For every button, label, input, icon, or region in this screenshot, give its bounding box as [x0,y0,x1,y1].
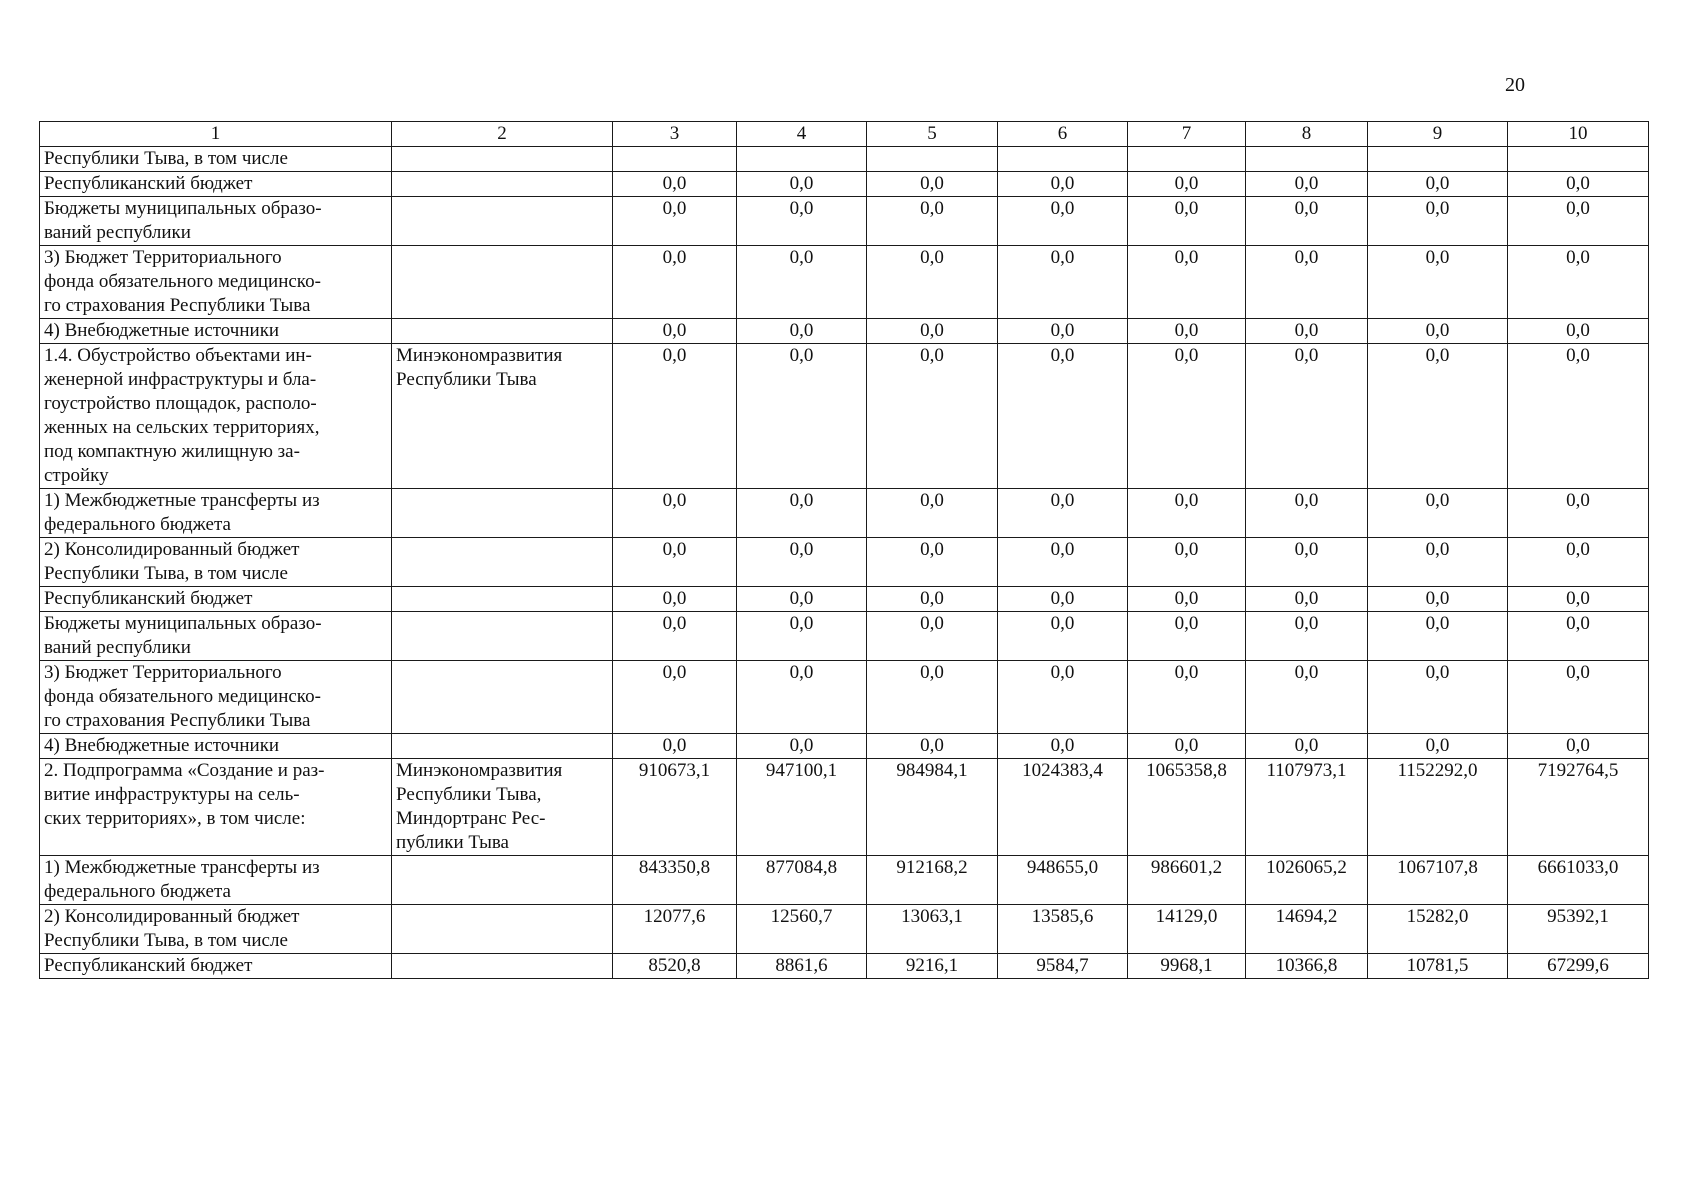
row-value: 0,0 [998,344,1128,489]
row-indicator-name: Республики Тыва, в том числе [40,147,392,172]
row-value: 912168,2 [867,856,998,905]
row-value: 0,0 [1368,172,1508,197]
row-value: 0,0 [737,197,867,246]
row-value: 0,0 [1246,538,1368,587]
row-indicator-name: Республиканский бюджет [40,587,392,612]
table-row [40,344,1649,489]
column-number: 4 [737,122,867,147]
budget-table-container [39,121,1648,979]
row-value: 0,0 [998,319,1128,344]
row-value: 0,0 [867,612,998,661]
row-value: 0,0 [867,246,998,319]
column-number: 6 [998,122,1128,147]
row-value: 0,0 [1246,489,1368,538]
row-value: 0,0 [1368,344,1508,489]
row-value: 0,0 [737,344,867,489]
row-value: 14129,0 [1128,905,1246,954]
row-value: 0,0 [613,734,737,759]
row-value: 0,0 [1368,538,1508,587]
row-value: 0,0 [1246,587,1368,612]
row-value: 0,0 [737,489,867,538]
row-value: 0,0 [1128,734,1246,759]
row-value: 0,0 [1508,319,1649,344]
row-value: 9968,1 [1128,954,1246,979]
row-value: 0,0 [998,587,1128,612]
row-value: 1024383,4 [998,759,1128,856]
row-value: 95392,1 [1508,905,1649,954]
row-value: 0,0 [1128,319,1246,344]
row-value: 0,0 [998,246,1128,319]
row-value: 0,0 [1368,319,1508,344]
row-value: 0,0 [1246,319,1368,344]
row-value: 0,0 [1368,661,1508,734]
table-row [40,489,1649,538]
row-indicator-name: 3) Бюджет Территориального фонда обязательного медицинско- го страхования Республики Тыва [40,246,392,319]
budget-table [39,121,1649,979]
row-value: 0,0 [867,319,998,344]
row-value: 1065358,8 [1128,759,1246,856]
row-value: 0,0 [613,344,737,489]
table-row [40,661,1649,734]
row-executor: Минэкономразвития Республики Тыва [392,344,613,489]
row-executor [392,489,613,538]
row-value: 0,0 [1508,172,1649,197]
row-executor [392,954,613,979]
row-value: 0,0 [1508,246,1649,319]
row-indicator-name: 2) Консолидированный бюджет Республики Тыва, в том числе [40,905,392,954]
table-row [40,954,1649,979]
row-executor: Минэкономразвития Республики Тыва, Миндортранс Рес- публики Тыва [392,759,613,856]
row-indicator-name: 2) Консолидированный бюджет Республики Тыва, в том числе [40,538,392,587]
row-value: 0,0 [613,246,737,319]
row-value [998,147,1128,172]
row-value: 0,0 [998,489,1128,538]
row-value: 12560,7 [737,905,867,954]
row-value: 0,0 [1128,587,1246,612]
row-value: 0,0 [1368,587,1508,612]
column-number: 7 [1128,122,1246,147]
row-value: 910673,1 [613,759,737,856]
page-number: 20 [1505,74,1525,96]
row-value: 0,0 [1128,344,1246,489]
row-value: 0,0 [867,172,998,197]
row-value: 0,0 [1128,489,1246,538]
row-value: 0,0 [867,197,998,246]
row-indicator-name: 4) Внебюджетные источники [40,734,392,759]
row-value: 14694,2 [1246,905,1368,954]
row-value: 0,0 [1246,246,1368,319]
row-executor [392,147,613,172]
row-value: 0,0 [1508,197,1649,246]
table-row [40,856,1649,905]
row-value: 0,0 [613,661,737,734]
table-row [40,319,1649,344]
row-value: 0,0 [613,172,737,197]
row-executor [392,661,613,734]
row-value: 0,0 [737,319,867,344]
row-value: 8861,6 [737,954,867,979]
table-row [40,172,1649,197]
row-value: 0,0 [1508,612,1649,661]
row-value: 8520,8 [613,954,737,979]
row-value: 0,0 [737,172,867,197]
row-value: 7192764,5 [1508,759,1649,856]
row-indicator-name: 1) Межбюджетные трансферты из федерального бюджета [40,489,392,538]
row-indicator-name: Бюджеты муниципальных образо- ваний республики [40,197,392,246]
row-value [737,147,867,172]
row-executor [392,587,613,612]
row-value: 0,0 [1128,172,1246,197]
row-indicator-name: Бюджеты муниципальных образо- ваний республики [40,612,392,661]
row-value: 0,0 [1508,734,1649,759]
table-row [40,147,1649,172]
row-value: 0,0 [1368,612,1508,661]
row-value [1368,147,1508,172]
row-value: 9216,1 [867,954,998,979]
row-value: 10366,8 [1246,954,1368,979]
row-value: 0,0 [1368,489,1508,538]
column-number: 3 [613,122,737,147]
row-executor [392,734,613,759]
row-value: 67299,6 [1508,954,1649,979]
row-value: 9584,7 [998,954,1128,979]
row-value: 0,0 [1368,246,1508,319]
table-body [40,147,1649,979]
row-value: 0,0 [1246,172,1368,197]
row-value [613,147,737,172]
row-value: 0,0 [1508,344,1649,489]
row-executor [392,538,613,587]
table-row [40,197,1649,246]
table-row [40,612,1649,661]
row-value: 0,0 [737,246,867,319]
row-value: 0,0 [998,612,1128,661]
row-value: 0,0 [613,612,737,661]
row-value [1246,147,1368,172]
row-value: 0,0 [613,489,737,538]
row-indicator-name: 4) Внебюджетные источники [40,319,392,344]
row-value: 0,0 [1246,612,1368,661]
row-executor [392,319,613,344]
row-value: 0,0 [867,538,998,587]
row-value: 0,0 [867,661,998,734]
row-value: 0,0 [737,612,867,661]
row-indicator-name: 1.4. Обустройство объектами ин- женерной инфраструктуры и бла- гоустройство площадок, располо- женных на сельских территориях, под компактную жилищную за- стройку [40,344,392,489]
row-value: 0,0 [1128,246,1246,319]
row-value: 6661033,0 [1508,856,1649,905]
row-executor [392,905,613,954]
row-value: 1152292,0 [1368,759,1508,856]
row-executor [392,856,613,905]
column-number: 8 [1246,122,1368,147]
row-value: 0,0 [867,734,998,759]
row-value: 15282,0 [1368,905,1508,954]
table-row [40,246,1649,319]
row-value: 0,0 [998,197,1128,246]
row-value: 0,0 [998,734,1128,759]
table-row [40,587,1649,612]
row-indicator-name: Республиканский бюджет [40,954,392,979]
row-value: 0,0 [1246,197,1368,246]
row-value: 0,0 [1246,734,1368,759]
row-executor [392,197,613,246]
row-value: 0,0 [613,319,737,344]
row-value: 1067107,8 [1368,856,1508,905]
row-value: 0,0 [1128,197,1246,246]
row-executor [392,172,613,197]
row-value: 0,0 [1128,661,1246,734]
row-value: 0,0 [998,172,1128,197]
row-value: 984984,1 [867,759,998,856]
table-row [40,734,1649,759]
row-value: 0,0 [737,661,867,734]
row-value: 10781,5 [1368,954,1508,979]
row-value: 12077,6 [613,905,737,954]
row-value: 0,0 [1508,538,1649,587]
row-value: 0,0 [1128,612,1246,661]
row-value: 0,0 [998,661,1128,734]
row-value: 0,0 [1508,489,1649,538]
row-value: 0,0 [867,587,998,612]
row-value: 0,0 [867,489,998,538]
column-number: 1 [40,122,392,147]
row-value: 0,0 [737,587,867,612]
column-number: 2 [392,122,613,147]
row-value: 1107973,1 [1246,759,1368,856]
column-number: 5 [867,122,998,147]
row-indicator-name: 1) Межбюджетные трансферты из федерального бюджета [40,856,392,905]
row-value: 986601,2 [1128,856,1246,905]
row-value: 0,0 [1508,661,1649,734]
row-value: 947100,1 [737,759,867,856]
table-row [40,538,1649,587]
row-value: 0,0 [1508,587,1649,612]
row-value: 0,0 [1368,197,1508,246]
column-number: 9 [1368,122,1508,147]
table-row [40,905,1649,954]
row-indicator-name: Республиканский бюджет [40,172,392,197]
row-value: 0,0 [613,197,737,246]
row-value: 1026065,2 [1246,856,1368,905]
row-value: 877084,8 [737,856,867,905]
row-value: 0,0 [1128,538,1246,587]
row-value: 0,0 [1368,734,1508,759]
row-value [1128,147,1246,172]
row-value [1508,147,1649,172]
row-value: 0,0 [1246,661,1368,734]
row-value: 0,0 [737,734,867,759]
row-value: 13585,6 [998,905,1128,954]
row-value: 843350,8 [613,856,737,905]
table-row [40,759,1649,856]
row-value: 0,0 [867,344,998,489]
row-value: 948655,0 [998,856,1128,905]
row-indicator-name: 2. Подпрограмма «Создание и раз- витие инфраструктуры на сель- ских территориях», в том числе: [40,759,392,856]
column-number-row [40,122,1649,147]
row-value: 0,0 [1246,344,1368,489]
row-value: 0,0 [998,538,1128,587]
row-value: 13063,1 [867,905,998,954]
row-executor [392,246,613,319]
column-number: 10 [1508,122,1649,147]
row-executor [392,612,613,661]
row-value: 0,0 [613,587,737,612]
row-indicator-name: 3) Бюджет Территориального фонда обязательного медицинско- го страхования Республики Тыва [40,661,392,734]
row-value: 0,0 [613,538,737,587]
row-value [867,147,998,172]
row-value: 0,0 [737,538,867,587]
